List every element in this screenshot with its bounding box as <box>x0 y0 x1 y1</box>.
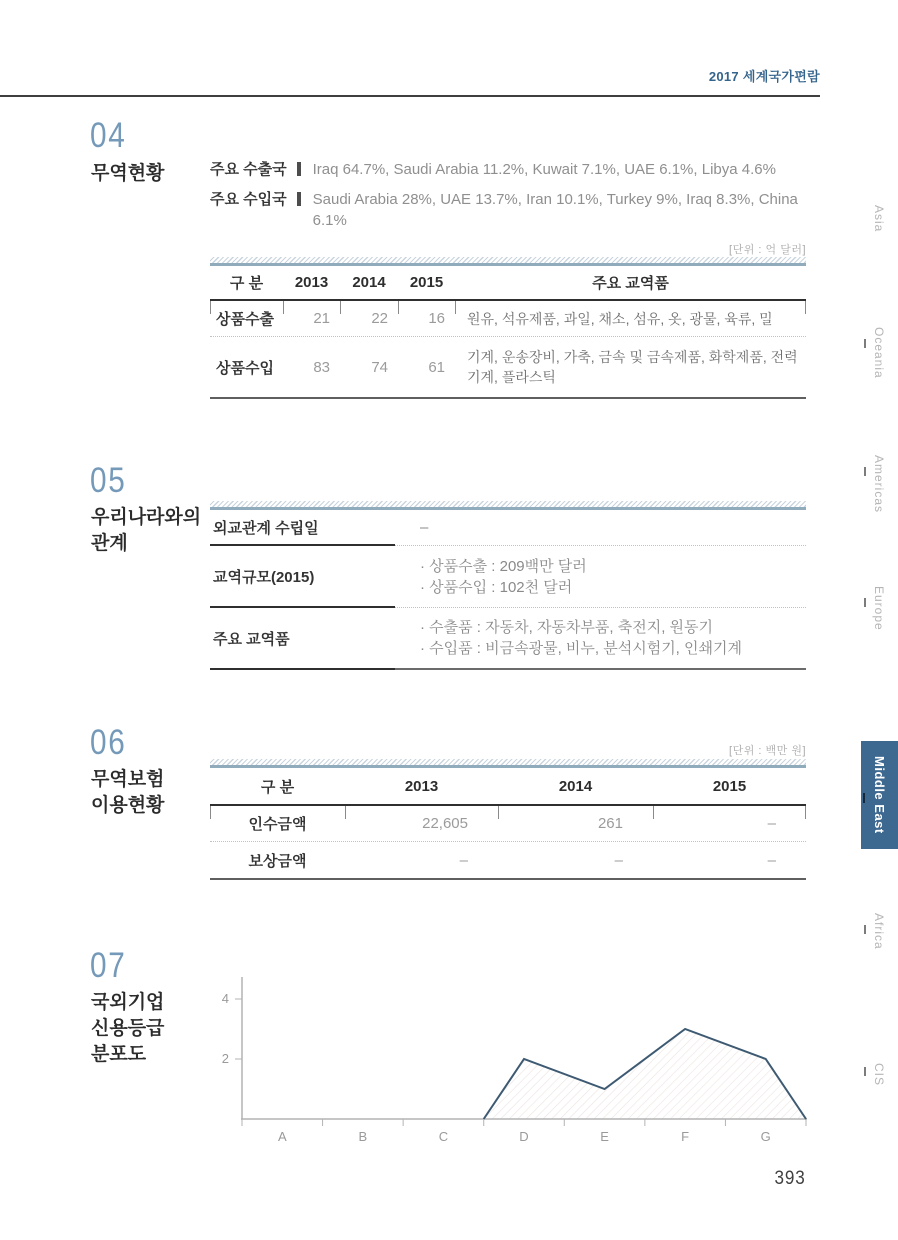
row-label: 상품수출 <box>216 311 274 328</box>
x-tick-label: A <box>277 1129 287 1144</box>
row-label: 교역규모(2015) <box>213 569 315 586</box>
cell-2013: 21 <box>313 310 330 327</box>
cell-2014: 22 <box>371 310 388 327</box>
row-label: 주요 교역품 <box>213 630 290 648</box>
row-label: 외교관계 수립일 <box>213 520 319 537</box>
sidebar-item-europe: Europe <box>872 586 886 631</box>
x-tick-label: E <box>600 1129 609 1144</box>
section-04-number: 04 <box>90 116 127 155</box>
x-tick-label: D <box>519 1129 529 1144</box>
section-04-title: 무역현황 <box>91 163 165 184</box>
section-05-title: 우리나라와의 관계 <box>91 507 202 554</box>
row-label: 보상금액 <box>248 852 307 870</box>
column-header: 2015 <box>409 274 444 291</box>
relation-row <box>210 546 806 608</box>
row-label: 인수금액 <box>248 816 307 833</box>
chart-area-fill <box>484 1029 806 1119</box>
header-rule <box>0 95 820 97</box>
column-header: 2013 <box>294 274 329 291</box>
section-07-number: 07 <box>90 946 127 985</box>
trade-table-header <box>210 266 806 301</box>
table-row <box>210 301 806 337</box>
export-countries-label: 주요 수출국 <box>210 161 287 178</box>
cell-2014: 74 <box>371 358 388 376</box>
table-hatch-band <box>210 501 806 510</box>
row-value: · 상품수출 : 209백만 달러 · 상품수입 : 102천 달러 <box>420 557 587 596</box>
table-row <box>210 337 806 397</box>
book-title: 2017 세계국가편람 <box>708 69 820 84</box>
import-countries-row <box>210 189 810 231</box>
credit-chart <box>210 968 816 1153</box>
cell-2013: – <box>459 851 468 869</box>
relation-row <box>210 608 806 670</box>
sidebar-item-asia: Asia <box>872 205 886 233</box>
trade-table <box>210 257 806 399</box>
export-countries-value: Iraq 64.7%, Saudi Arabia 11.2%, Kuwait 7.1%, UAE 6.1%, Libya 4.6% <box>312 161 776 178</box>
sidebar-item-oceania: Oceania <box>872 327 886 379</box>
row-value: – <box>420 519 429 536</box>
column-header: 구 분 <box>260 778 295 796</box>
column-header: 2014 <box>352 274 386 291</box>
column-header: 2014 <box>558 777 593 795</box>
unit-caption-insurance: [단위 : 백만 원] <box>729 745 806 757</box>
table-row <box>210 806 806 842</box>
x-tick-label: B <box>358 1129 368 1144</box>
table-hatch-band <box>210 759 806 768</box>
y-tick-label: 2 <box>221 1051 229 1066</box>
y-tick-label: 4 <box>221 991 229 1006</box>
divider-bar-icon <box>297 192 301 206</box>
sidebar-item-cis: CIS <box>872 1063 886 1086</box>
page-number: 393 <box>774 1168 806 1189</box>
cell-2013: 22,605 <box>422 815 468 832</box>
cell-2013: 83 <box>313 358 330 376</box>
insurance-table-header <box>210 768 806 806</box>
sidebar-item-africa: Africa <box>872 913 886 950</box>
insurance-table <box>210 759 806 880</box>
cell-2015: – <box>767 851 776 869</box>
import-countries-value: Saudi Arabia 28%, UAE 13.7%, Iran 10.1%, Turkey 9%, Iraq 8.3%, China 6.1% <box>312 191 798 229</box>
sidebar-tab-middle-east: Middle East <box>861 741 898 849</box>
cell-products: 원유, 석유제품, 과일, 채소, 섬유, 옷, 광물, 육류, 밀 <box>467 310 773 327</box>
column-header: 2015 <box>712 777 747 795</box>
cell-2015: – <box>767 815 776 832</box>
row-value: · 수출품 : 자동차, 자동차부품, 축전지, 원동기 · 수입품 : 비금속광물, 비누, 분석시험기, 인쇄기계 <box>420 619 742 657</box>
section-06-title: 무역보험 이용현황 <box>91 769 165 816</box>
sidebar-item-americas: Americas <box>872 455 886 513</box>
cell-2014: – <box>614 851 623 869</box>
cell-2014: 261 <box>597 815 623 832</box>
export-countries-row <box>210 159 810 180</box>
table-row <box>210 842 806 878</box>
section-06-number: 06 <box>90 723 127 762</box>
x-tick-label: G <box>760 1129 771 1144</box>
cell-2015: 16 <box>428 310 445 327</box>
import-countries-label: 주요 수입국 <box>210 191 287 208</box>
x-tick-label: C <box>438 1129 449 1144</box>
section-05-number: 05 <box>90 461 127 500</box>
unit-caption-trade: [단위 : 억 달러] <box>729 244 806 256</box>
column-header: 주요 교역품 <box>592 275 669 292</box>
table-hatch-band <box>210 257 806 266</box>
section-07-title: 국외기업 신용등급 분포도 <box>91 992 165 1065</box>
x-tick-label: F <box>681 1129 690 1144</box>
cell-products: 기계, 운송장비, 가축, 금속 및 금속제품, 화학제품, 전력기계, 플라스틱 <box>467 349 798 385</box>
divider-bar-icon <box>297 162 301 176</box>
relation-row <box>210 510 806 546</box>
row-label: 상품수입 <box>216 359 274 377</box>
korea-relations-table <box>210 501 806 670</box>
column-header: 2013 <box>404 777 439 795</box>
column-header: 구 분 <box>229 275 264 292</box>
cell-2015: 61 <box>428 358 445 376</box>
